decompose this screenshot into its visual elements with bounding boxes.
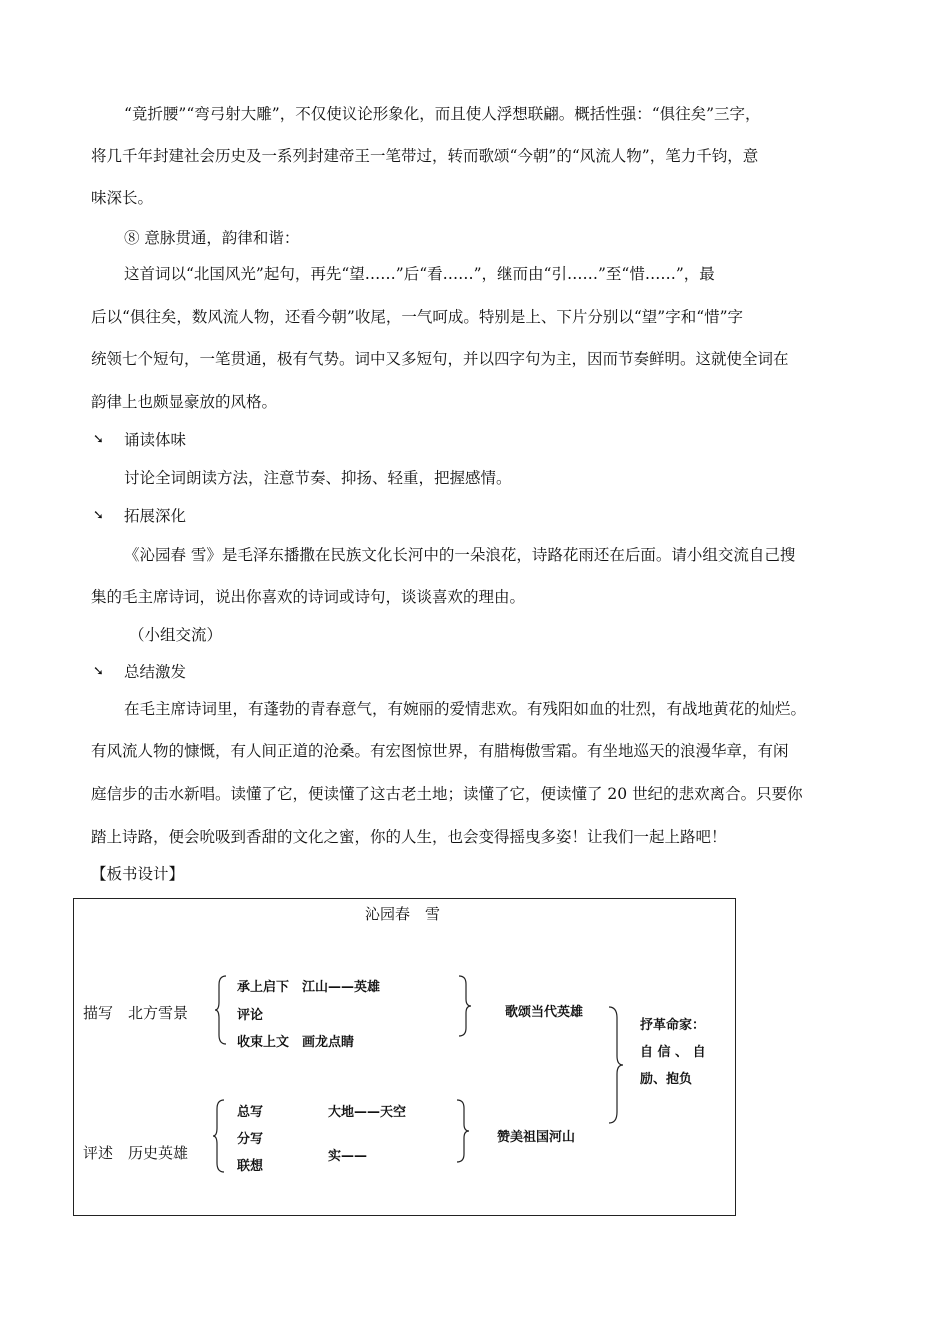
paragraph-line: 踏上诗路，便会吮吸到香甜的文化之蜜，你的人生，也会变得摇曳多姿！让我们一起上路吧！ [91, 828, 727, 846]
conclusion-line: 励、抱负 [640, 1072, 693, 1087]
row2-label: 评述 历史英雄 [83, 1144, 189, 1162]
row2-item: 总写 [237, 1105, 264, 1120]
paragraph-line: 韵律上也颇显豪放的风格。 [91, 393, 278, 411]
paragraph-line: 味深长。 [91, 189, 154, 207]
paragraph-line: 后以“俱往矣，数风流人物，还看今朝”收尾，一气呵成。特别是上、下片分别以“望”字和“惜”字 [91, 308, 744, 326]
row2-item: 联想 [237, 1159, 264, 1174]
right-brace-icon [458, 975, 472, 1037]
paragraph-line: 讨论全词朗读方法，注意节奏、抑扬、轻重，把握感情。 [124, 469, 512, 487]
row2-item-right: 大地——天空 [328, 1105, 407, 1120]
paragraph-line: 将几千年封建社会历史及一系列封建帝王一笔带过，转而歌颂“今朝”的“风流人物”，笔力千钧，意 [91, 147, 759, 165]
arrow-bullet-icon: ➘ [93, 508, 104, 523]
section-heading: 诵读体味 [124, 431, 187, 449]
board-design-title: 【板书设计】 [91, 865, 185, 883]
row1-item: 承上启下 江山——英雄 [237, 980, 381, 995]
paragraph-line: （小组交流） [129, 626, 223, 644]
row1-result: 歌颂当代英雄 [505, 1005, 584, 1020]
row2-item-right: 实—— [328, 1149, 368, 1164]
paragraph-line: 集的毛主席诗词，说出你喜欢的诗词或诗句，谈谈喜欢的理由。 [91, 588, 526, 606]
conclusion-line: 自 信 、 自 [640, 1045, 706, 1060]
board-design-box [73, 898, 736, 1216]
row1-label: 描写 北方雪景 [83, 1004, 189, 1022]
paragraph-line: 《沁园春 雪》是毛泽东播撒在民族文化长河中的一朵浪花，诗路花雨还在后面。请小组交流自己搜 [124, 546, 796, 564]
section-heading: 拓展深化 [124, 507, 187, 525]
paragraph-line: 庭信步的击水新唱。读懂了它，便读懂了这古老土地；读懂了它，便读懂了 20 世纪的悲欢离合。只要你 [91, 785, 803, 803]
left-brace-icon [214, 975, 228, 1045]
left-brace-icon [212, 1099, 226, 1173]
board-title: 沁园春 雪 [365, 905, 441, 923]
row1-item: 收束上文 画龙点睛 [237, 1035, 355, 1050]
right-brace-icon [456, 1099, 470, 1163]
section-heading: ⑧ 意脉贯通，韵律和谐： [124, 229, 300, 247]
section-heading: 总结激发 [124, 663, 187, 681]
arrow-bullet-icon: ➘ [93, 432, 104, 447]
conclusion-line: 抒革命家： [640, 1018, 706, 1033]
paragraph-line: “竟折腰”“弯弓射大雕”，不仅使议论形象化，而且使人浮想联翩。概括性强：“俱往矣”三字， [124, 105, 761, 123]
arrow-bullet-icon: ➘ [93, 664, 104, 679]
row2-result: 赞美祖国河山 [497, 1130, 576, 1145]
paragraph-line: 在毛主席诗词里，有蓬勃的青春意气，有婉丽的爱情悲欢。有残阳如血的壮烈，有战地黄花的灿烂。 [124, 700, 807, 718]
paragraph-line: 统领七个短句，一笔贯通，极有气势。词中又多短句，并以四字句为主，因而节奏鲜明。这就使全词在 [91, 350, 789, 368]
row2-item: 分写 [237, 1132, 264, 1147]
paragraph-line: 这首词以“北国风光”起句，再先“望……”后“看……”，继而由“引……”至“惜……”，最 [124, 265, 715, 283]
paragraph-line: 有风流人物的慷慨，有人间正道的沧桑。有宏图惊世界，有腊梅傲雪霜。有坐地巡天的浪漫华章，有闲 [91, 742, 789, 760]
right-brace-icon [608, 1006, 624, 1124]
row1-item: 评论 [237, 1008, 264, 1023]
